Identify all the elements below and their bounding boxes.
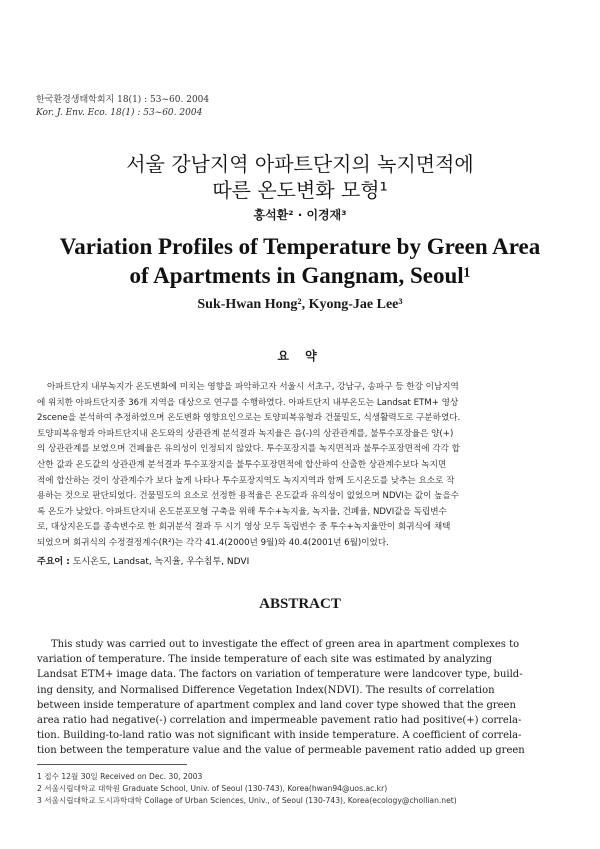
english-abstract-line: tion between the temperature value and the value of permeable pavement ratio added up green bbox=[37, 745, 525, 757]
english-abstract-line: variation of temperature. The inside temperature of each site was estimated by analyzing bbox=[37, 654, 493, 666]
korean-abstract-line: 에 위치한 아파트단지중 36개 지역을 대상으로 연구를 수행하였다. 아파트단지 내부온도는 Landsat ETM+ 영상 bbox=[37, 397, 459, 408]
korean-abstract-line: 토양피복유형과 아파트단지내 온도와의 상관관계 분석결과 녹지율은 음(-)의 상관관계를, 불투수포장율은 양(+) bbox=[37, 428, 454, 439]
abstract-heading: ABSTRACT bbox=[259, 596, 341, 612]
korean-abstract-line: 2scene을 분석하여 추정하였으며 온도변화 영향요인으로는 토양피복유형과 건물밀도, 식생활력도로 구분하였다. bbox=[37, 413, 461, 424]
korean-abstract-line: 적에 합산하는 것이 상관계수가 보다 높게 나타나 투수포장지역도 녹지지역과 함께 도시온도를 낮추는 요소로 작 bbox=[37, 475, 455, 486]
korean-abstract-heading: 요 약 bbox=[277, 349, 323, 363]
keywords bbox=[37, 554, 559, 567]
korean-title-line-2: 따른 온도변화 모형¹ bbox=[212, 178, 388, 202]
english-title-line-2: of Apartments in Gangnam, Seoul¹ bbox=[129, 263, 471, 288]
korean-authors: 홍석환² · 이경재³ bbox=[253, 208, 347, 222]
footnote: 2 서울시립대학교 대학원 Graduate School, Univ. of Seoul (130-743), Korea(hwan94@uos.ac.kr) bbox=[37, 784, 388, 793]
korean-abstract-line: 의 상관관계를 보였으며 건폐율은 유의성이 인정되지 않았다. 투수포장지를 녹지면적과 불투수포장면적에 각각 합 bbox=[37, 444, 460, 455]
english-authors: Suk-Hwan Hong², Kyong-Jae Lee³ bbox=[197, 297, 403, 312]
korean-abstract-line: 아파트단지 내부녹지가 온도변화에 미치는 영향을 파악하고자 서울시 서초구, 강남구, 송파구 등 한강 이남지역 bbox=[47, 382, 459, 392]
english-title-line-1: Variation Profiles of Temperature by Green Area bbox=[59, 234, 541, 259]
journal-citation-korean: 한국환경생태학회지 18(1) : 53~60. 2004 bbox=[36, 95, 210, 105]
english-abstract bbox=[37, 637, 565, 759]
footnote-divider bbox=[37, 764, 187, 765]
korean-abstract-line: 산한 값과 온도값의 상관관계 분석결과 투수포장지을 불투수포장면적에 합산하여 산출한 상관계수보다 녹지면 bbox=[37, 459, 447, 470]
korean-abstract-line: 되었으며 회귀식의 수정결정계수(R²)는 각각 41.4(2000년 9월)와 40.4(2001년 6월)이었다. bbox=[37, 537, 389, 548]
korean-abstract-line: 로, 대상지온도를 종속변수로 한 회귀분석 결과 두 시기 영상 모두 독립변수 중 투수+녹지율만이 회귀식에 채택 bbox=[37, 522, 451, 533]
english-abstract-line: ing density, and Normalised Difference Vegetation Index(NDVI). The results of correlation bbox=[37, 684, 495, 696]
journal-citation-english: Kor. J. Env. Eco. 18(1) : 53~60. 2004 bbox=[36, 108, 203, 118]
english-abstract-line: area ratio had negative(-) correlation and impermeable pavement ratio had positive(+) correla- bbox=[37, 715, 522, 727]
keywords-text: 도시온도, Landsat, 녹지율, 우수침투, NDVI bbox=[72, 557, 250, 567]
english-abstract-line: This study was carried out to investigate the effect of green area in apartment complexes to bbox=[51, 639, 520, 650]
keywords-label: 주요어 : bbox=[37, 557, 70, 567]
english-abstract-line: tion. Building-to-land ratio was not significant with inside temperature. A coefficient of correla- bbox=[37, 730, 522, 742]
korean-abstract bbox=[37, 380, 559, 552]
korean-abstract-line: 용하는 것으로 판단되었다. 건물밀도의 요소로 선정한 용적율은 온도값과 유의성이 없었으며 NDVI는 값이 높을수 bbox=[37, 491, 460, 502]
english-abstract-line: between inside temperature of apartment complex and land cover type showed that the green bbox=[37, 699, 516, 711]
journal-citation bbox=[36, 94, 209, 120]
footnote: 3 서울시립대학교 도시과학대학 Collage of Urban Sciences, Univ., of Seoul (130-743), Korea(ecology@chollian.net) bbox=[37, 796, 457, 805]
footnote: 1 접수 12월 30일 Received on Dec. 30, 2003 bbox=[37, 772, 203, 781]
korean-abstract-line: 록 온도가 낮았다. 아파트단지내 온도분포모형 구축을 위해 투수+녹지율, 녹지율, 건폐율, NDVI값을 독립변수 bbox=[37, 506, 447, 517]
footnotes bbox=[37, 771, 565, 807]
english-abstract-line: Landsat ETM+ image data. The factors on variation of temperature were landcover type, build- bbox=[37, 669, 523, 681]
korean-title-line-1: 서울 강남지역 아파트단지의 녹지면적에 bbox=[126, 152, 474, 176]
